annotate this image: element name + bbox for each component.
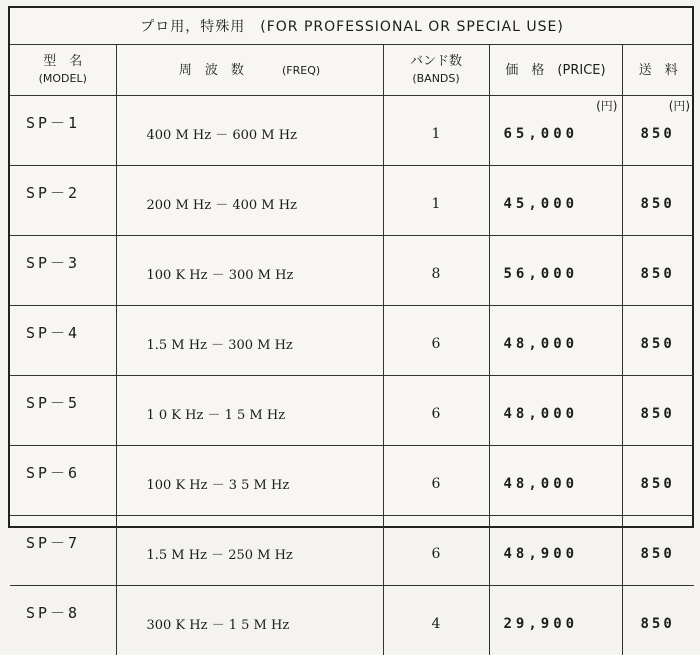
model-cell: SP－6 <box>10 446 116 516</box>
shipping-cell <box>622 96 694 166</box>
shipping-cell: 850 <box>622 516 694 586</box>
yen-unit-label: (円) <box>596 97 617 114</box>
header-model-en: (MODEL) <box>10 70 116 87</box>
header-freq-en: (FREQ) <box>282 64 320 77</box>
model-cell: SP－4 <box>10 306 116 376</box>
bands-cell: 1 <box>383 166 489 236</box>
table-row <box>10 236 694 306</box>
freq-cell: 100 K Hz － 300 M Hz <box>116 236 383 306</box>
price-value: 65,000 <box>504 126 579 142</box>
header-bands-jp: バンド数 <box>384 53 489 70</box>
bands-cell: 6 <box>383 446 489 516</box>
price-table-sheet <box>8 6 694 528</box>
model-cell: SP－5 <box>10 376 116 446</box>
bands-cell: 6 <box>383 516 489 586</box>
table-title-row <box>10 8 694 45</box>
table-row <box>10 96 694 166</box>
bands-cell: 8 <box>383 236 489 306</box>
header-freq <box>116 45 383 96</box>
bands-cell: 4 <box>383 586 489 655</box>
freq-cell: 300 K Hz － 1 5 M Hz <box>116 586 383 655</box>
table-row <box>10 516 694 586</box>
freq-cell: 1 0 K Hz － 1 5 M Hz <box>116 376 383 446</box>
table-title: プロ用，特殊用 (FOR PROFESSIONAL OR SPECIAL USE) <box>10 8 694 45</box>
shipping-cell: 850 <box>622 306 694 376</box>
price-cell: 45,000 <box>489 166 622 236</box>
header-bands-en: (BANDS) <box>384 70 489 87</box>
model-cell: SP－1 <box>10 96 116 166</box>
freq-cell: 100 K Hz － 3 5 M Hz <box>116 446 383 516</box>
price-cell: 48,000 <box>489 376 622 446</box>
price-cell: 48,000 <box>489 446 622 516</box>
model-cell: SP－7 <box>10 516 116 586</box>
bands-cell: 6 <box>383 376 489 446</box>
table-header-row <box>10 45 694 96</box>
table-row <box>10 306 694 376</box>
table-row <box>10 446 694 516</box>
price-cell <box>489 96 622 166</box>
shipping-cell: 850 <box>622 376 694 446</box>
table-row <box>10 376 694 446</box>
freq-cell: 1.5 M Hz － 300 M Hz <box>116 306 383 376</box>
price-cell: 56,000 <box>489 236 622 306</box>
freq-cell: 1.5 M Hz － 250 M Hz <box>116 516 383 586</box>
yen-unit-label: (円) <box>669 97 690 114</box>
shipping-value: 850 <box>641 126 675 142</box>
shipping-cell: 850 <box>622 586 694 655</box>
header-price: 価 格 (PRICE) <box>489 45 622 96</box>
price-cell: 29,900 <box>489 586 622 655</box>
price-table <box>10 8 694 655</box>
price-cell: 48,900 <box>489 516 622 586</box>
table-row <box>10 586 694 655</box>
header-bands <box>383 45 489 96</box>
shipping-cell: 850 <box>622 236 694 306</box>
model-cell: SP－2 <box>10 166 116 236</box>
shipping-cell: 850 <box>622 166 694 236</box>
model-cell: SP－3 <box>10 236 116 306</box>
header-shipping: 送 料 <box>622 45 694 96</box>
table-row <box>10 166 694 236</box>
model-cell: SP－8 <box>10 586 116 655</box>
bands-cell: 6 <box>383 306 489 376</box>
shipping-cell: 850 <box>622 446 694 516</box>
header-freq-jp: 周 波 数 <box>179 63 244 78</box>
header-model-jp: 型 名 <box>10 53 116 70</box>
price-cell: 48,000 <box>489 306 622 376</box>
header-model <box>10 45 116 96</box>
bands-cell: 1 <box>383 96 489 166</box>
freq-cell: 200 M Hz － 400 M Hz <box>116 166 383 236</box>
freq-cell: 400 M Hz － 600 M Hz <box>116 96 383 166</box>
